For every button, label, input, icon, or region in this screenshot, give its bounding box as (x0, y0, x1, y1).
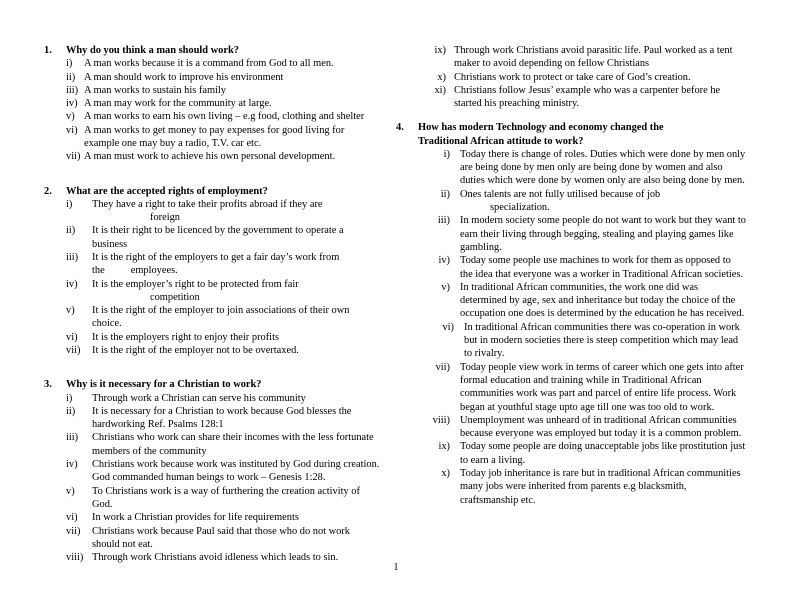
list-text: Today there is change of roles. Duties which were done by men only are being done by men only are being done by women and also duties which were done by women only are also being done by men. (460, 148, 746, 187)
list-marker: iii) (66, 432, 79, 444)
list-item (44, 511, 380, 524)
list-item (396, 321, 746, 361)
list-item (44, 57, 380, 70)
question-number: 2. (44, 185, 52, 197)
answer-list-4 (396, 148, 746, 507)
list-text: Through work Christians avoid idleness which leads to sin. (92, 552, 339, 564)
question-heading-2 (44, 185, 380, 198)
list-text: Christians follow Jesus’ example who was a carpenter before he started his preaching ministry. (454, 84, 721, 110)
list-text: Today some people use machines to work for them as opposed to the idea that everyone was a worker in Traditional African societies. (460, 255, 744, 280)
list-text: To Christians work is a way of furthering the creation activity of God. (92, 485, 360, 510)
list-marker: iii) (66, 251, 79, 263)
list-item (396, 281, 746, 321)
list-text: In modern society some people do not want to work but they want to earn their living through begging, stealing and playing games like gambling. (460, 215, 746, 253)
answer-list-2 (44, 198, 380, 358)
list-item (44, 71, 380, 84)
list-marker: vii) (66, 525, 81, 537)
list-text-gap-tail: employees. (130, 265, 178, 277)
list-item (396, 148, 746, 188)
list-marker: iv) (66, 278, 78, 290)
list-item (44, 84, 380, 97)
list-text (90, 198, 380, 225)
list-item (44, 251, 380, 278)
list-item (396, 467, 746, 507)
list-marker: i) (66, 58, 73, 70)
list-item (44, 392, 380, 405)
list-text: In work a Christian provides for life requirements (92, 512, 299, 524)
list-item (44, 331, 380, 344)
list-text: Today some people are doing unacceptable jobs like prostitution just to earn a living. (460, 441, 746, 466)
list-item (44, 97, 380, 110)
list-item (44, 344, 380, 357)
list-marker: iv) (66, 459, 78, 471)
list-text: In traditional African communities, the work one did was determined by age, sex and inheritance but today the choice of the occupation one does is determined by the education he has received. (460, 281, 745, 320)
list-text (90, 251, 380, 278)
question-title-line1: How has modern Technology and economy changed the (418, 122, 664, 134)
list-text (450, 188, 746, 215)
question-block-3 (44, 378, 380, 564)
list-marker: vii) (435, 361, 450, 373)
list-item (44, 150, 380, 163)
list-marker: vii) (66, 345, 81, 357)
list-marker: viii) (66, 552, 84, 564)
list-item (396, 188, 746, 215)
list-marker: i) (66, 392, 73, 404)
list-text-main: It is the right of the employers to get a fair day’s work from (92, 251, 340, 263)
question-number: 4. (396, 122, 404, 134)
list-item (44, 525, 380, 552)
list-item (44, 458, 380, 485)
list-text: Through work a Christian can serve his community (92, 392, 306, 404)
question-heading-1 (44, 44, 380, 57)
list-marker: iii) (437, 215, 450, 227)
list-text-main: Ones talents are not fully utilised because of job (460, 188, 661, 200)
list-text: A man may work for the community at large. (84, 98, 272, 110)
list-text: Christians work to protect or take care of God’s creation. (454, 71, 691, 83)
section-spacer (44, 174, 380, 185)
list-marker: v) (66, 485, 75, 497)
list-text: A man works to get money to pay expenses for good living for example one may buy a radio, T.V. car etc. (84, 124, 345, 149)
question-title (418, 121, 746, 147)
section-spacer (396, 110, 746, 121)
list-text: A man must work to achieve his own personal development. (84, 151, 336, 163)
left-column (0, 44, 396, 574)
list-text-main: It is the employer’s right to be protected from fair (92, 278, 299, 290)
list-marker: viii) (432, 414, 450, 426)
list-marker: xi) (434, 84, 446, 96)
list-marker: iii) (66, 84, 79, 96)
question-title: What are the accepted rights of employment? (66, 185, 268, 197)
list-text (90, 278, 380, 305)
list-item (396, 254, 746, 281)
list-item (44, 485, 380, 512)
list-marker: x) (441, 468, 450, 480)
question-block-4 (396, 121, 746, 506)
list-text: Today job inheritance is rare but in traditional African communities many jobs were inherited from parents e.g blacksmith, craftsmanship etc. (460, 468, 741, 506)
list-item (396, 44, 746, 71)
list-item (396, 214, 746, 254)
list-text: A man works to sustain his family (84, 84, 226, 96)
list-item (396, 414, 746, 441)
question-number: 1. (44, 45, 52, 56)
list-marker: i) (443, 148, 450, 160)
list-item (44, 431, 380, 458)
list-text: Through work Christians avoid parasitic life. Paul worked as a tent maker to avoid depending on fellow Christians (454, 45, 733, 70)
list-marker: vii) (66, 151, 81, 163)
question-number: 3. (44, 379, 52, 391)
question-title-line2: Traditional African attitude to work? (418, 135, 584, 147)
section-spacer (44, 367, 380, 378)
page-number: 1 (393, 562, 399, 573)
list-marker: v) (66, 111, 75, 123)
question-block-1 (44, 44, 380, 164)
list-item (44, 224, 380, 251)
list-item (44, 110, 380, 123)
question-title: Why is it necessary for a Christian to work? (66, 379, 262, 391)
list-text-tabbed-tail: specialization. (490, 202, 550, 214)
list-text: A man works to earn his own living – e.g food, clothing and shelter (84, 111, 365, 123)
list-item (396, 361, 746, 414)
list-marker: vi) (66, 331, 78, 343)
answer-list-1 (44, 57, 380, 163)
list-text-tabbed-tail: competition (150, 291, 200, 303)
list-text: It is the employers right to enjoy their profits (92, 331, 279, 343)
list-item (396, 84, 746, 111)
list-item (396, 440, 746, 467)
list-text-tabbed-tail: foreign (150, 212, 181, 224)
list-text: A man should work to improve his environment (84, 71, 284, 83)
list-marker: v) (441, 281, 450, 293)
list-marker: x) (437, 71, 446, 83)
list-marker: ii) (440, 188, 450, 200)
right-column (396, 44, 792, 517)
question-block-2 (44, 185, 380, 358)
list-text: A man works because it is a command from God to all men. (84, 58, 334, 70)
list-text: It is their right to be licenced by the government to operate a business (92, 225, 344, 250)
list-marker: ii) (66, 405, 76, 417)
list-marker: ii) (66, 71, 76, 83)
list-item (396, 71, 746, 84)
list-text: It is necessary for a Christian to work because God blesses the hardworking Ref. Psalms 128:1 (92, 405, 352, 431)
list-text: Unemployment was unheard of in traditional African communities because everyone was employed but today it is a common problem. (460, 414, 742, 440)
list-text: It is the right of the employer to join associations of their own choice. (92, 305, 350, 330)
list-text: Today people view work in terms of career which one gets into after formal education and training while in Traditional African communities work was part and parcel of entire life process. Work began at youthful stage upto age till one was too old to work. (460, 361, 744, 413)
list-marker: v) (66, 305, 75, 317)
list-marker: i) (66, 198, 73, 210)
list-marker: vi) (66, 124, 78, 136)
list-marker: iv) (66, 98, 78, 110)
question-heading-4 (396, 121, 746, 147)
question-title: Why do you think a man should work? (66, 45, 239, 56)
answer-list-3 (44, 392, 380, 565)
list-text: Christians work because work was instituted by God during creation. God commanded human beings to work – Genesis 1:28. (92, 459, 380, 484)
list-item (44, 278, 380, 305)
continued-answer-list (396, 44, 746, 110)
list-text-main: They have a right to take their profits abroad if they are (92, 198, 323, 210)
question-heading-3 (44, 378, 380, 391)
list-text: In traditional African communities there was co-operation in work but in modern societies there is steep competition which may lead to rivalry. (464, 321, 740, 360)
two-column-layout (0, 44, 792, 574)
list-marker: vi) (66, 512, 78, 524)
list-marker: ix) (438, 441, 450, 453)
list-item (44, 198, 380, 225)
list-marker: vi) (442, 321, 454, 333)
list-text-gap-head: the (92, 265, 105, 277)
list-text: Christians work because Paul said that those who do not work should not eat. (92, 525, 350, 550)
list-item (44, 304, 380, 331)
list-marker: ix) (434, 45, 446, 56)
list-marker: iv) (438, 255, 450, 267)
list-item (44, 124, 380, 151)
list-text: Christians who work can share their incomes with the less fortunate members of the community (92, 432, 374, 457)
list-text: It is the right of the employer not to be overtaxed. (92, 345, 299, 357)
list-marker: ii) (66, 225, 76, 237)
list-item (44, 405, 380, 432)
